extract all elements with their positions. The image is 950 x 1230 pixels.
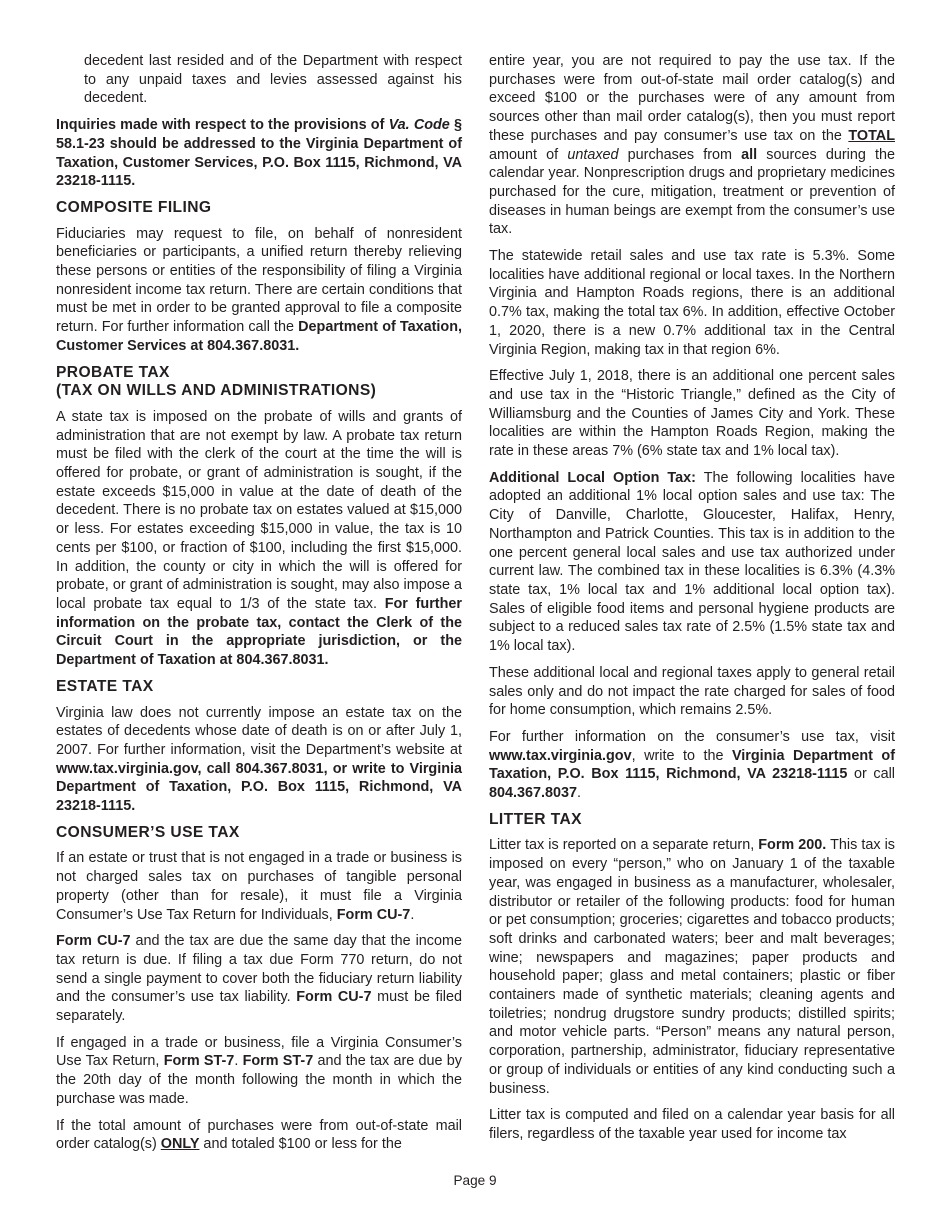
section-heading-consumer-s-use-tax	[56, 824, 462, 843]
section-heading-litter-tax	[489, 811, 895, 830]
text-run: If the total amount of purchases were from out-of-state mail order catalog(s)	[56, 1117, 462, 1153]
text-run: Effective July 1, 2018, there is an additional one percent sales and use tax in the “Historic Triangle,” defined as the City of Williamsburg and the Counties of James City and York. These localities are within the Hampton Roads Region, making the rate in these areas 7% (6% state tax and 1% local tax).	[489, 368, 895, 460]
text-run: .	[577, 785, 582, 802]
text-run: .	[410, 906, 415, 923]
paragraph	[56, 116, 462, 191]
text-run: Form CU-7	[296, 989, 372, 1006]
text-run: and the tax are due the same day that the income tax return is due. If filing a tax due Form 770 return, do not send a single payment to cover both the fiduciary return liability and the consumer’s use tax liability.	[56, 933, 462, 1006]
text-run: and totaled $100 or less for the	[199, 1136, 402, 1153]
text-run: ONLY	[160, 1136, 200, 1153]
paragraph	[489, 728, 895, 803]
paragraph	[489, 367, 895, 461]
text-run: A state tax is imposed on the probate of wills and grants of administration that are not exempt by law. A probate tax return must be filed with the clerk of the court at the time the will is offered for probate, or grant of administration is sought, if the estate exceeds $15,000 in value at the date of death of the decedent. There is no probate tax on estates valued at $15,000 or less. For estates exceeding $15,000 in value, the tax is 10 cents per $100, or fraction of $100, including the first $15,000. In addition, the county or city in which the will is offered for probate, or grant of administration is sought, may also impose a local probate tax equal to 1/3 of the state tax.	[56, 408, 462, 612]
paragraph	[489, 247, 895, 359]
paragraph	[56, 225, 462, 356]
text-run: purchases from	[618, 146, 742, 163]
heading-line: LITTER TAX	[489, 810, 582, 828]
heading-line: ESTATE TAX	[56, 677, 154, 695]
paragraph	[489, 52, 895, 239]
text-run: .	[234, 1053, 243, 1070]
text-run: These additional local and regional taxes apply to general retail sales only and do not impact the rate charged for sales of food for home consumption, which remains 2.5%.	[489, 664, 895, 719]
heading-line: (TAX ON WILLS AND ADMINISTRATIONS)	[56, 382, 377, 400]
section-heading-estate-tax	[56, 678, 462, 697]
text-run: Va. Code	[388, 117, 450, 134]
paragraph	[56, 932, 462, 1026]
paragraph	[56, 1034, 462, 1109]
text-run: If an estate or trust that is not engaged in a trade or business is not charged sales tax on purchases of tangible personal property (other than for resale), it must file a Virginia Consumer’s Use Tax Return for Individuals,	[56, 850, 462, 923]
text-run: Virginia Department of Taxation, P.O. Box 1115, Richmond, VA 23218-1115	[489, 747, 895, 783]
right-column	[489, 52, 895, 1152]
text-run: Form ST-7	[163, 1053, 235, 1070]
text-run: If engaged in a trade or business, file a Virginia Consumer’s Use Tax Return,	[56, 1034, 462, 1070]
text-run: Form 200.	[758, 837, 827, 854]
text-run: untaxed	[567, 146, 619, 163]
text-run: Inquiries made with respect to the provisions of	[56, 117, 389, 134]
paragraph	[489, 664, 895, 720]
text-run: Form CU-7	[56, 933, 131, 950]
paragraph	[489, 836, 895, 1098]
paragraph	[56, 408, 462, 670]
heading-line: PROBATE TAX	[56, 363, 170, 381]
section-heading-probate-tax	[56, 364, 462, 401]
text-run: entire year, you are not required to pay the use tax. If the purchases were from out-of-state mail order catalog(s) and exceed $100 or the purchases were of any amount from sources other than mail order catalog(s), then you must report these purchases and pay consumer’s use tax on the	[489, 53, 895, 144]
heading-line: CONSUMER’S USE TAX	[56, 823, 240, 841]
text-run: Department of Taxation, Customer Services at 804.367.8031.	[56, 319, 462, 354]
paragraph	[56, 849, 462, 924]
paragraph	[489, 1106, 895, 1143]
text-run: , write to the	[631, 747, 732, 764]
text-run: must be filed separately.	[56, 989, 462, 1025]
text-run: For further information on the probate tax, contact the Clerk of the Circuit Court in the appropriate jurisdiction, or the Department of Taxation at 804.367.8031.	[56, 595, 462, 669]
text-run: Form ST-7	[242, 1053, 314, 1070]
text-run: Virginia law does not currently impose an estate tax on the estates of decedents whose date of death is on or after July 1, 2007. For further information, visit the Department’s website at	[56, 704, 462, 758]
text-run: Litter tax is reported on a separate return,	[489, 837, 759, 854]
section-heading-composite-filing	[56, 199, 462, 218]
text-run: all	[741, 146, 758, 163]
paragraph	[56, 704, 462, 816]
text-run: amount of	[489, 146, 568, 163]
text-run: sources during the calendar year. Nonprescription drugs and proprietary medicines purchased for the cure, mitigation, treatment or prevention of diseases in human beings are exempt from the consumer’s use tax.	[489, 146, 895, 238]
text-run: Additional Local Option Tax:	[489, 469, 696, 486]
text-run: § 58.1-23 should be addressed to the Virginia Department of Taxation, Customer Services, P.O. Box 1115, Richmond, VA 23218-1115.	[56, 117, 462, 190]
text-run: This tax is imposed on every “person,” who on January 1 of the taxable year, was engaged in business as a manufacturer, wholesaler, distributor or retailer of the following products: food for human or pet consumption; groceries; cigarettes and tobacco products; soft drinks and carbonated waters; beer and malt beverages; wine; newspapers and magazines; paper products and household paper; glass and metal containers; plastic or fiber containers made of synthetic materials; cleaning agents and toiletries; nondrug drugstore sundry products; distilled spirits; and motor vehicle parts. “Person” means any natural person, corporation, partnership, administrator, fiduciary representative or group of individuals or entities of any kind conducting such a business.	[489, 837, 895, 1097]
text-run: www.tax.virginia.gov, call 804.367.8031, or write to Virginia Department of Taxation, P.O. Box 1115, Richmond, VA 23218-1115.	[56, 760, 462, 815]
left-column	[56, 52, 462, 1162]
paragraph	[56, 1117, 462, 1154]
text-run: Litter tax is computed and filed on a calendar year basis for all filers, regardless of the taxable year used for income tax	[489, 1107, 895, 1142]
text-run: The following localities have adopted an additional 1% local option sales and use tax: The City of Danville, Charlotte, Gloucester, Halifax, Henry, Northampton and Patrick Counties. This tax is in addition to the one percent general local sales and use tax authorized under current law. The combined tax in these localities is 6.3% (4.3% state tax, 1% local tax and 1% additional local option tax). Sales of eligible food items and personal hygiene products are subject to a reduced sales tax rate of 2.5% (1.5% state tax and 1% local tax).	[489, 469, 895, 655]
text-run: For further information on the consumer’s use tax, visit	[489, 728, 895, 745]
text-run: decedent last resided and of the Department with respect to any unpaid taxes and levies assessed against his decedent.	[84, 53, 462, 107]
text-run: www.tax.virginia.gov	[489, 747, 632, 764]
text-run: The statewide retail sales and use tax rate is 5.3%. Some localities have additional regional or local taxes. In the Northern Virginia and Hampton Roads regions, there is an additional 0.7% tax, making the total tax 6%. In addition, effective October 1, 2020, there is a new 0.7% additional tax in the Central Virginia Region, making tax in that region 6%.	[489, 248, 895, 358]
paragraph	[489, 469, 895, 656]
text-run: Fiduciaries may request to file, on behalf of nonresident beneficiaries or participants, a unified return thereby relieving these persons or entities of the responsibility of filing a Virginia nonresident income tax return. There are certain conditions that must be met in order to be granted approval to file a composite return. For further information call the	[56, 225, 462, 336]
page-number: Page 9	[453, 1173, 497, 1188]
text-run: Form CU-7	[336, 906, 411, 923]
text-run: or call	[847, 766, 895, 783]
text-run: TOTAL	[848, 127, 895, 144]
text-run: 804.367.8037	[489, 785, 578, 802]
text-run: and the tax are due by the 20th day of the month following the month in which the purchase was made.	[56, 1053, 462, 1107]
paragraph	[84, 52, 462, 108]
heading-line: COMPOSITE FILING	[56, 198, 212, 216]
